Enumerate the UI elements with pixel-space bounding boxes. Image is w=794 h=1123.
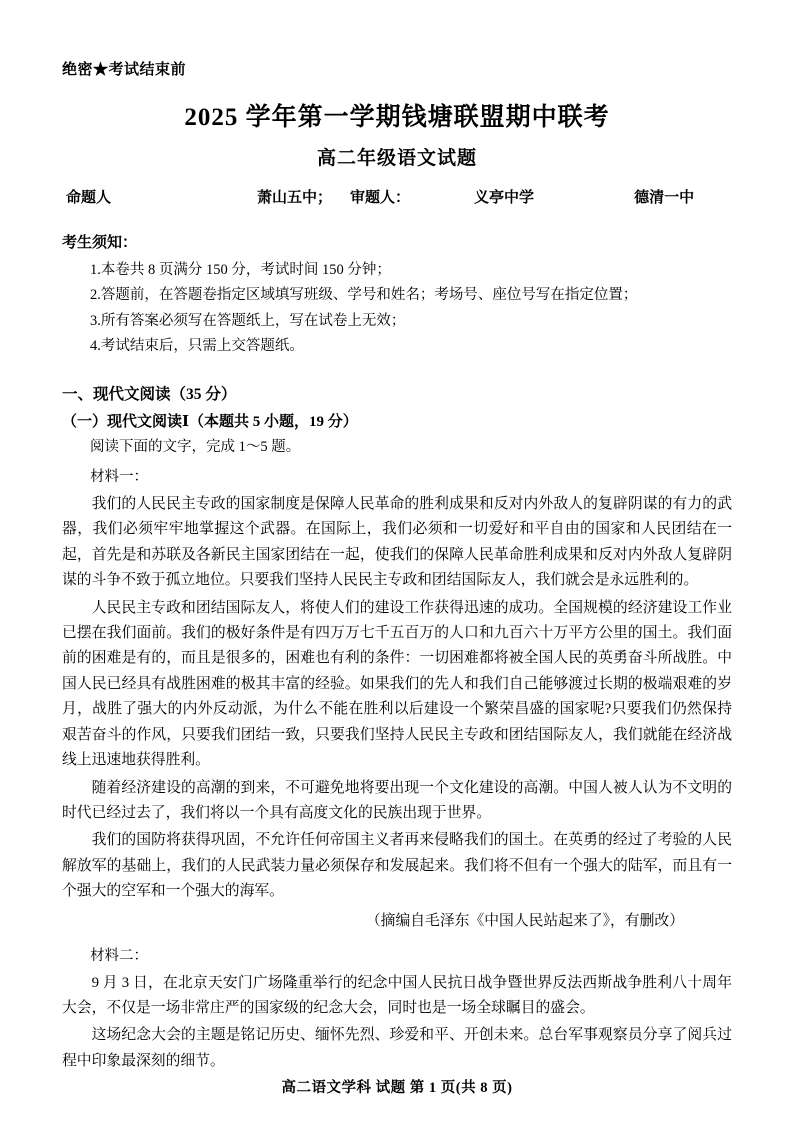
reviewer-school-1: 义亭中学 — [474, 190, 535, 206]
notice-item: 1.本卷共 8 页满分 150 分，考试时间 150 分钟； — [90, 262, 391, 278]
notice-item: 4.考试结束后，只需上交答题纸。 — [90, 338, 304, 355]
section-heading: 一、现代文阅读（35 分） — [62, 385, 237, 403]
material-two-paragraph: 9 月 3 日，在北京天安门广场隆重举行的纪念中国人民抗日战争暨世界反法西斯战争胜利八十周年大会，不仅是一场非常庄严的国家级的纪念大会，同时也是一场全球瞩目的盛会。 — [62, 974, 732, 1016]
material-one-paragraph: 人民民主专政和团结国际友人，将使人们的建设工作获得迅速的成功。全国规模的经济建设工作业已摆在我们面前。我们的极好条件是有四万万七千五百万的人口和九百六十万平方公里的国土。我们面前的困难是有的，而且是很多的，困难也有利的条件：一切困难都将被全国人民的英勇奋斗所战胜。中国人民已经具有战胜困难的极其丰富的经验。如果我们的先人和我们自己能够渡过长期的极端艰难的岁月，战胜了强大的内外反动派，为什么不能在胜利以后建设一个繁荣昌盛的国家呢?只要我们仍然保持艰苦奋斗的作风，只要我们团结一致，只要我们坚持人民民主专政和团结国际友人，我们就能在经济战线上迅速地获得胜利。 — [62, 599, 732, 769]
credits-row — [62, 186, 732, 207]
material-one-label: 材料一： — [90, 469, 148, 486]
reviewer-label: 审题人： — [350, 190, 411, 206]
page-subtitle: 高二年级语文试题 — [316, 148, 477, 169]
reviewer-school-2: 德清一中 — [634, 190, 695, 206]
notice-item: 2.答题前，在答题卷指定区域填写班级、学号和姓名；考场号、座位号写在指定位置； — [90, 287, 638, 304]
reading-instruction: 阅读下面的文字，完成 1～5 题。 — [90, 438, 301, 455]
material-one-paragraph: 随着经济建设的高潮的到来，不可避免地将要出现一个文化建设的高潮。中国人被人认为不文明的时代已经过去了，我们将以一个具有高度文化的民族出现于世界。 — [62, 779, 732, 822]
setter-school: 萧山五中； — [257, 190, 333, 206]
material-one-paragraph: 我们的国防将获得巩固，不允许任何帝国主义者再来侵略我们的国土。在英勇的经过了考验的人民解放军的基础上，我们的人民武装力量必须保存和发展起来。我们将不但有一个强大的陆军，而且有一个强大的空军和一个强大的海军。 — [62, 832, 732, 900]
setter-label: 命题人 — [66, 190, 112, 206]
material-two-paragraph: 这场纪念大会的主题是铭记历史、缅怀先烈、珍爱和平、开创未来。总台军事观察员分享了阅兵过程中印象最深刻的细节。 — [62, 1027, 732, 1069]
material-one-paragraph: 我们的人民民主专政的国家制度是保障人民革命的胜利成果和反对内外敌人的复辟阴谋的有力的武器，我们必须牢牢地掌握这个武器。在国际上，我们必须和一切爱好和平自由的国家和人民团结在一起，首先是和苏联及各新民主国家团结在一起，使我们的保障人民革命胜利成果和反对内外敌人复辟阴谋的斗争不致于孤立地位。只要我们坚持人民民主专政和团结国际友人，我们就会是永远胜利的。 — [62, 495, 732, 589]
material-one-source: （摘编自毛泽东《中国人民站起来了》，有删改） — [365, 912, 684, 929]
page-title: 2025 学年第一学期钱塘联盟期中联考 — [184, 104, 610, 131]
notice-item: 3.所有答案必须写在答题纸上，写在试卷上无效； — [90, 312, 406, 329]
page-footer: 高二语文学科 试题 第 1 页(共 8 页) — [281, 1080, 513, 1096]
candidate-notice-list — [62, 258, 732, 360]
material-two-label: 材料二： — [90, 947, 148, 964]
candidate-notice-heading: 考生须知： — [62, 235, 138, 251]
subsection-heading: （一）现代文阅读Ⅰ（本题共 5 小题，19 分） — [62, 413, 358, 430]
secrecy-notice: 绝密★考试结束前 — [62, 62, 187, 78]
